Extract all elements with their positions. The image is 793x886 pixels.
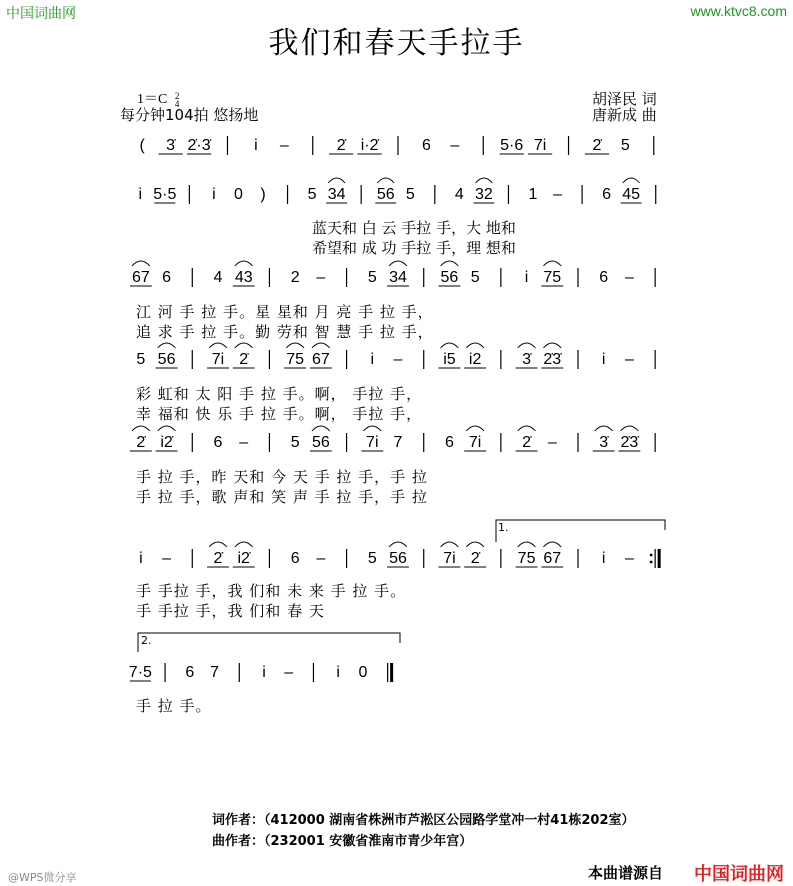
- slur-arc: [235, 261, 253, 266]
- note: 6: [599, 269, 609, 286]
- note: 2̇: [213, 550, 223, 567]
- slur-arc: [543, 261, 561, 266]
- time-top: 2: [174, 90, 180, 101]
- note: 67: [131, 269, 150, 286]
- note: 75: [543, 269, 562, 286]
- note: –: [284, 664, 294, 681]
- slur-arc: [209, 542, 227, 547]
- note: 5: [367, 550, 377, 567]
- lyric-line-4a: 彩 虹和 太 阳 手 拉 手。啊， 手拉 手，: [136, 385, 423, 403]
- note: 45: [622, 186, 641, 203]
- note: 3̇: [522, 351, 532, 368]
- note: 6: [290, 550, 300, 567]
- note: i5: [443, 351, 456, 368]
- slur-arc: [209, 343, 227, 348]
- site-name-left[interactable]: 中国词曲网: [6, 6, 76, 22]
- note: 5·5: [153, 186, 177, 203]
- note: i: [601, 550, 606, 567]
- time-bottom: 4: [174, 98, 180, 109]
- note: 75: [286, 351, 305, 368]
- note: 43: [234, 269, 253, 286]
- lyric-line-6b: 手 手拉 手，我 们和 春 天: [136, 602, 325, 620]
- note: 2̇: [522, 434, 532, 451]
- note: 56: [157, 351, 176, 368]
- note: 5: [620, 137, 630, 154]
- note: i·2̇: [360, 137, 379, 154]
- note: 5: [405, 186, 415, 203]
- note: 6: [444, 434, 454, 451]
- lyricist-address: 词作者：（412000 湖南省株洲市芦淞区公园路学堂冲一村41栋202室）: [212, 813, 635, 828]
- volta-first-bracket: [496, 520, 665, 542]
- note: 75: [517, 550, 536, 567]
- note: –: [162, 550, 172, 567]
- note: 56: [311, 434, 330, 451]
- note: 2̇: [239, 351, 249, 368]
- repeat-dot: [650, 561, 653, 564]
- note: –: [553, 186, 562, 203]
- note: 6: [213, 434, 223, 451]
- slur-arc: [466, 343, 484, 348]
- site-url-right[interactable]: www.ktvc8.com: [690, 3, 787, 19]
- note: 7: [210, 664, 219, 681]
- slur-arc: [441, 542, 459, 547]
- note: 56: [440, 269, 459, 286]
- lyric-line-3a: 江 河 手 拉 手。星 星和 月 亮 手 拉 手，: [136, 303, 434, 321]
- slur-arc: [623, 178, 640, 183]
- note: 3̇: [599, 434, 609, 451]
- slur-arc: [518, 426, 536, 431]
- lyric-line-7a: 手 拉 手。: [136, 697, 212, 715]
- lyric-line-2a: 蓝天和 白 云 手拉 手，大 地和: [312, 219, 516, 237]
- slur-arc: [543, 343, 561, 348]
- note: i: [138, 186, 143, 203]
- tempo-marking: 每分钟104拍 悠扬地: [120, 106, 259, 124]
- note: i: [139, 550, 143, 567]
- note: 67: [311, 351, 330, 368]
- wps-watermark: @WPS微分享: [8, 871, 77, 884]
- note: 2̇: [336, 137, 346, 154]
- note: ): [260, 186, 266, 203]
- slur-arc: [518, 343, 536, 348]
- lyricist-credit: 胡泽民 词: [592, 90, 657, 108]
- slur-arc: [441, 261, 459, 266]
- key-label: 1＝C: [137, 92, 168, 107]
- slur-arc: [389, 261, 407, 266]
- note: i2̇: [160, 434, 173, 451]
- volta-second-label: 2.: [141, 634, 152, 647]
- note: 5: [470, 269, 480, 286]
- note: 1: [528, 186, 538, 203]
- note: 7i: [468, 434, 482, 451]
- slur-arc: [158, 343, 176, 348]
- note: 2̇3̇: [543, 351, 562, 368]
- note: (: [139, 137, 145, 154]
- slur-arc: [312, 343, 330, 348]
- note: –: [393, 351, 403, 368]
- note: 56: [376, 186, 395, 203]
- lyric-line-2b: 希望和 成 功 手拉 手，理 想和: [312, 239, 516, 257]
- slur-arc: [132, 261, 150, 266]
- note: 6: [421, 137, 431, 154]
- note: –: [316, 550, 326, 567]
- note: 34: [327, 186, 346, 203]
- song-title: 我们和春天手拉手: [268, 26, 525, 61]
- composer-credit: 唐新成 曲: [592, 106, 657, 124]
- slur-arc: [235, 343, 253, 348]
- slur-arc: [466, 542, 484, 547]
- note: –: [624, 269, 634, 286]
- note: i: [262, 664, 266, 681]
- slur-arc: [595, 426, 613, 431]
- note: 3̇: [166, 137, 176, 154]
- slur-arc: [621, 426, 639, 431]
- slur-arc: [377, 178, 394, 183]
- note: 4: [454, 186, 464, 203]
- note: –: [624, 550, 634, 567]
- note: –: [316, 269, 326, 286]
- slur-arc: [475, 178, 492, 183]
- note: 7i: [211, 351, 225, 368]
- lyric-line-6a: 手 手拉 手，我 们和 未 来 手 拉 手。: [136, 582, 407, 600]
- note: 2̇·3̇: [187, 137, 211, 154]
- lyric-line-5b: 手 拉 手，歌 声和 笑 声 手 拉 手，手 拉: [136, 488, 428, 506]
- volta-second-bracket: [138, 633, 400, 652]
- note: 5: [290, 434, 300, 451]
- volta-first-label: 1.: [498, 521, 509, 534]
- note: i: [212, 186, 216, 203]
- note: i: [524, 269, 529, 286]
- note: 7i: [366, 434, 379, 451]
- slur-arc: [235, 542, 253, 547]
- note: 6: [602, 186, 612, 203]
- note: 7i: [533, 137, 547, 154]
- slur-arc: [441, 343, 459, 348]
- note: 56: [389, 550, 407, 567]
- note: 2: [290, 269, 300, 286]
- note: i2: [468, 351, 482, 368]
- note: 6: [162, 269, 172, 286]
- note: 2̇: [592, 137, 602, 154]
- lyric-line-5a: 手 拉 手，昨 天和 今 天 手 拉 手，手 拉: [136, 468, 428, 486]
- repeat-dot: [650, 554, 653, 557]
- note: i2̇: [237, 550, 250, 567]
- note: 2̇: [470, 550, 480, 567]
- note: i: [336, 664, 340, 681]
- note: 67: [543, 550, 562, 567]
- slur-arc: [286, 343, 304, 348]
- composer-address: 曲作者：（232001 安徽省淮南市青少年宫）: [212, 834, 473, 849]
- lyric-line-4b: 幸 福和 快 乐 手 拉 手。啊， 手拉 手，: [136, 405, 423, 423]
- note: –: [450, 137, 460, 154]
- note: 6: [185, 664, 195, 681]
- note: 34: [389, 269, 407, 286]
- slur-arc: [312, 426, 330, 431]
- note: 7: [393, 434, 403, 451]
- slur-arc: [518, 542, 536, 547]
- lyric-line-3b: 追 求 手 拉 手。勤 劳和 智 慧 手 拉 手，: [136, 323, 434, 341]
- note: –: [279, 137, 289, 154]
- slur-arc: [389, 542, 407, 547]
- note: 0: [358, 664, 368, 681]
- source-site-link[interactable]: 中国词曲网: [694, 864, 784, 885]
- slur-arc: [543, 542, 561, 547]
- note: i: [254, 137, 258, 154]
- note: 2̇3̇: [620, 434, 639, 451]
- note: 4: [213, 269, 223, 286]
- note: –: [624, 351, 634, 368]
- slur-arc: [466, 426, 484, 431]
- note: i: [370, 351, 375, 368]
- slur-arc: [328, 178, 345, 183]
- note: 7·5: [128, 664, 152, 681]
- note: 7i: [443, 550, 456, 567]
- note: –: [547, 434, 557, 451]
- slur-arc: [363, 426, 381, 431]
- source-label: 本曲谱源自: [588, 864, 664, 882]
- note: 5: [136, 351, 146, 368]
- note: 0: [234, 186, 243, 203]
- note: 32: [475, 186, 493, 203]
- note: i: [601, 351, 606, 368]
- note: 5: [367, 269, 377, 286]
- slur-arc: [158, 426, 176, 431]
- note: 2̇: [136, 434, 146, 451]
- slur-arc: [132, 426, 150, 431]
- note: 5: [307, 186, 317, 203]
- note: 5·6: [500, 137, 524, 154]
- note: –: [239, 434, 249, 451]
